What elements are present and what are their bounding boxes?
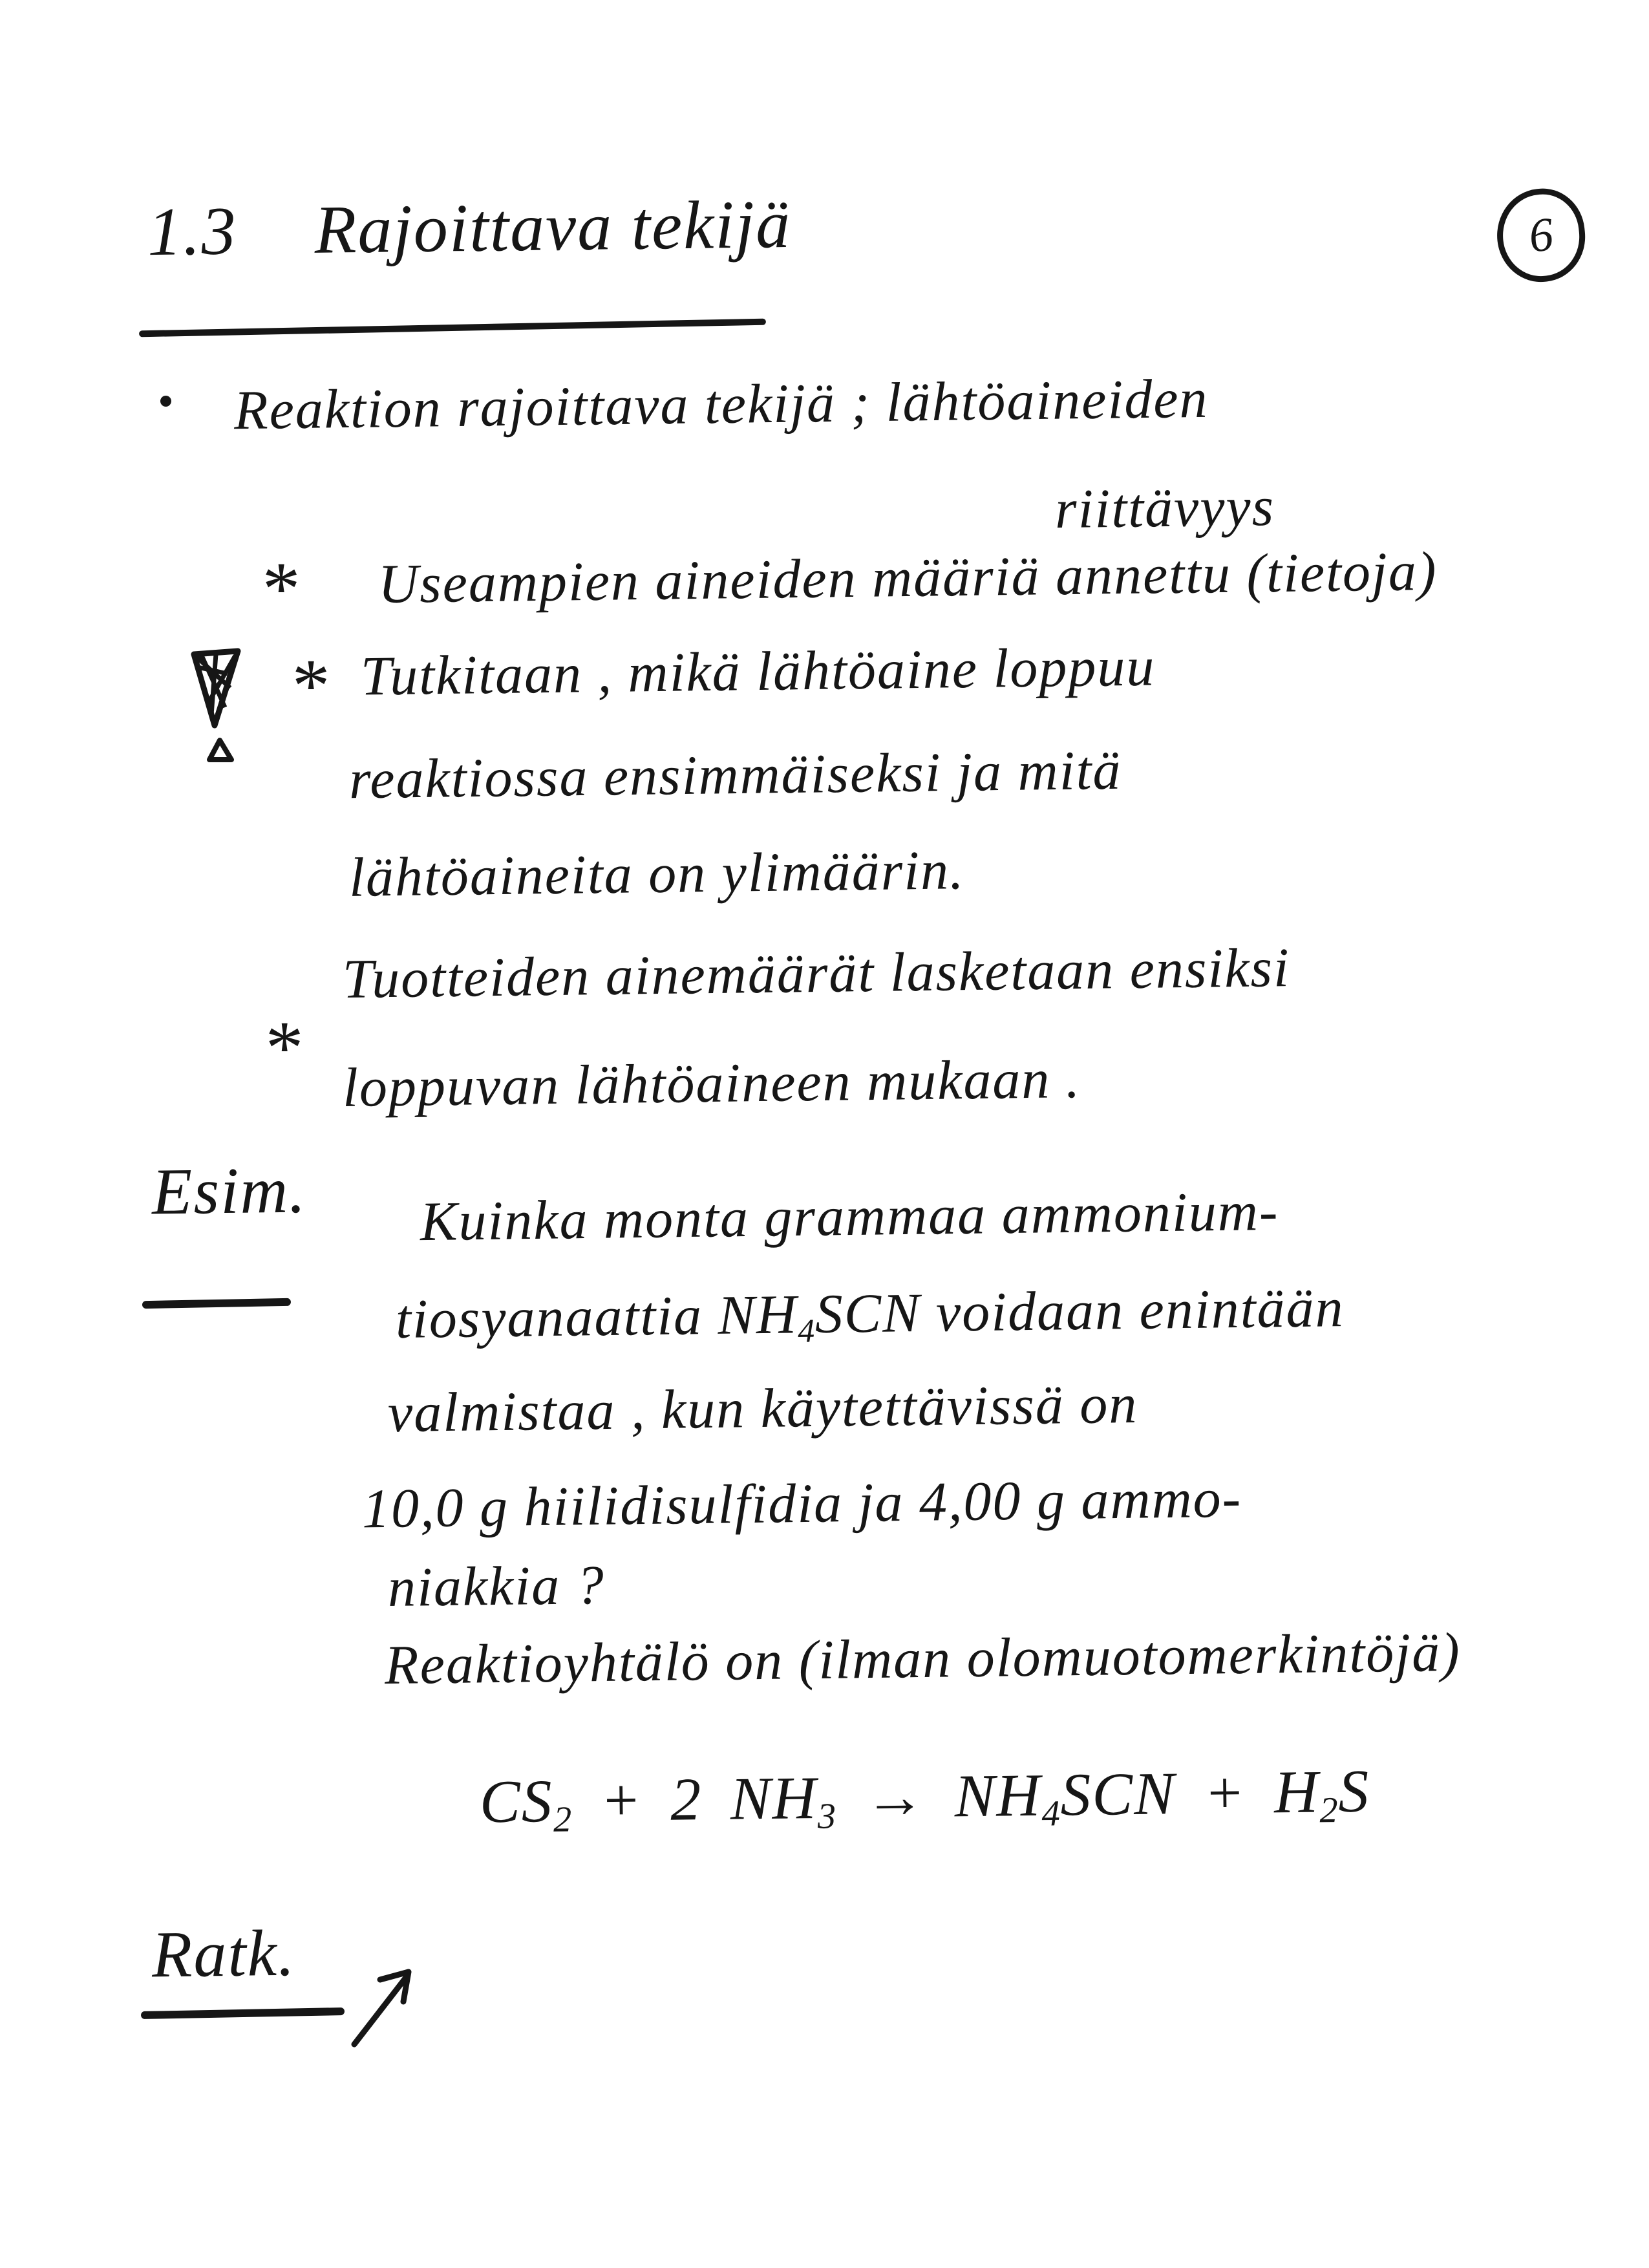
example-line-1: Kuinka monta grammaa ammonium- xyxy=(420,1179,1280,1253)
solution-label: Ratk. xyxy=(151,1916,297,1992)
equation-intro: Reaktioyhtälö on (ilman olomuotomerkintöjä) xyxy=(384,1620,1462,1696)
reaction-equation xyxy=(479,1757,1370,1840)
margin-scribble-triangle-icon xyxy=(189,648,243,732)
note-point-line: reaktiossa ensimmäiseksi ja mitä xyxy=(348,738,1122,811)
bullet-line-1: Reaktion rajoittava tekijä ; lähtöaineiden xyxy=(233,367,1209,442)
formula-subscript: 4 xyxy=(798,1312,816,1350)
equation-text: → NH xyxy=(835,1761,1042,1832)
equation-text: CS xyxy=(479,1768,554,1836)
note-point-line: loppuvan lähtöaineen mukaan . xyxy=(342,1047,1081,1118)
asterisk-marker: * xyxy=(259,546,298,631)
equation-text: + 2 NH xyxy=(571,1764,818,1835)
asterisk-marker: * xyxy=(262,1005,301,1090)
example-line-4: 10,0 g hiilidisulfidia ja 4,00 g ammo- xyxy=(361,1466,1242,1540)
equation-subscript: 3 xyxy=(817,1796,837,1837)
page-number-badge xyxy=(1493,184,1590,286)
heading-underline xyxy=(139,319,766,337)
note-point-line: Tuotteiden ainemäärät lasketaan ensiksi xyxy=(342,936,1291,1010)
note-point-line: Useampien aineiden määriä annettu (tietoja) xyxy=(378,539,1438,615)
bullet-line-2: riittävyys xyxy=(1054,475,1275,540)
section-number: 1.3 xyxy=(147,193,238,270)
section-heading xyxy=(147,186,792,270)
example-underline xyxy=(142,1298,291,1309)
bullet-marker xyxy=(160,396,171,407)
example-line-2-text: SCN voidaan enintään xyxy=(814,1276,1345,1345)
example-line-2 xyxy=(395,1276,1345,1353)
equation-subscript: 2 xyxy=(1319,1790,1339,1831)
example-line-5: niakkia ? xyxy=(387,1553,606,1619)
equation-text: SCN + H xyxy=(1059,1758,1320,1829)
example-line-3: valmistaa , kun käytettävissä on xyxy=(387,1372,1138,1444)
equation-subscript: 4 xyxy=(1041,1793,1061,1834)
example-label: Esim. xyxy=(151,1153,308,1229)
margin-triangle-icon xyxy=(204,736,236,764)
note-point-line: Tutkitaan , mikä lähtöaine loppuu xyxy=(360,635,1156,707)
page-number: 6 xyxy=(1526,207,1556,263)
note-point-line: lähtöaineita on ylimäärin. xyxy=(348,839,966,908)
asterisk-marker: * xyxy=(288,643,328,728)
section-title: Rajoittava tekijä xyxy=(314,186,792,268)
equation-text: S xyxy=(1337,1757,1370,1826)
solution-underline xyxy=(141,2007,345,2019)
example-line-2-text: tiosyanaattia NH xyxy=(395,1283,798,1350)
equation-subscript: 2 xyxy=(553,1799,573,1840)
arrow-up-right-icon xyxy=(348,1960,420,2049)
